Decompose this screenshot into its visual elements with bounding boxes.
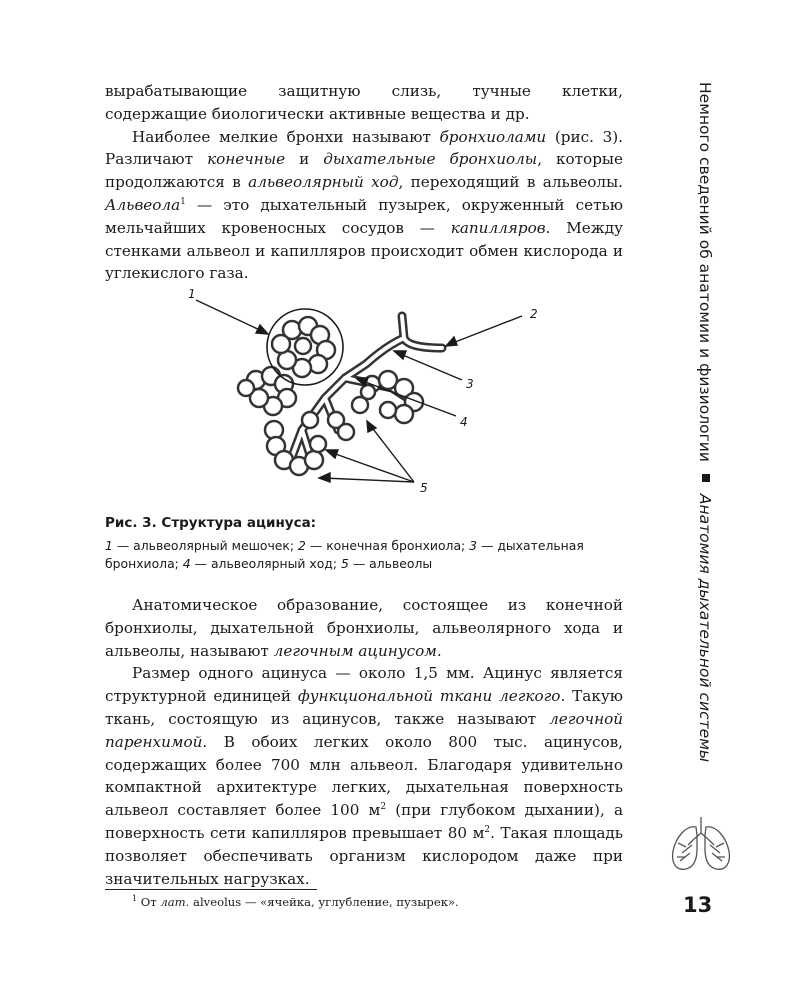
term: альвеолярный ход xyxy=(248,173,399,192)
footnote-rule xyxy=(105,889,317,890)
text-span: и xyxy=(285,150,324,169)
superscript: 2 xyxy=(484,824,491,835)
running-head-section: Немного сведений об анатомии и физиологии xyxy=(696,82,714,462)
term: конечные xyxy=(207,150,286,169)
figure-label: 1 xyxy=(188,287,196,301)
term: капилляров xyxy=(450,218,546,237)
figure-label: 3 xyxy=(466,377,474,391)
legend-text: — конечная бронхиола; xyxy=(305,538,470,553)
figure-caption-title: Рис. 3. Структура ацинуса: xyxy=(105,515,317,531)
legend-num: 3 xyxy=(469,538,478,553)
term: легочным ацинусом xyxy=(273,641,437,660)
legend-text: — дыхательная бронхиола; xyxy=(105,538,584,571)
text-span: . Такую ткань, состоящую из ацинусов, также называют xyxy=(105,687,623,728)
term: лат. xyxy=(160,895,190,909)
text-span: От xyxy=(137,895,161,909)
footnote-ref: 1 xyxy=(180,196,186,207)
term: легочной паренхимой xyxy=(105,709,623,751)
text-span: , которые продолжаются в xyxy=(105,150,623,192)
text-span: alveolus — «ячейка, углубление, пузырек». xyxy=(189,895,459,909)
text-span: вырабатывающие защитную слизь, тучные клетки, содержащие биологически активные вещества и др. xyxy=(105,82,623,123)
term: Альвеола xyxy=(105,195,181,214)
legend-num: 4 xyxy=(182,556,191,571)
legend-num: 5 xyxy=(340,556,349,571)
text-span: . В обоих легких около 800 тыс. ацинусов, содержащих более 700 млн альвеол. Благодаря удивительно компактной архитектуре легких, дыхательная поверхность альвеол составляет более 100 м xyxy=(105,732,623,820)
term: бронхиолами xyxy=(439,127,547,146)
term: дыхательные бронхиолы xyxy=(323,150,538,169)
figure-label: 4 xyxy=(460,415,468,429)
text-span: . xyxy=(436,641,442,660)
paragraph xyxy=(105,662,623,890)
legend-text: — альвеолы xyxy=(348,556,433,571)
legend-text: — альвеолярный ход; xyxy=(190,556,341,571)
legend-num: 1 xyxy=(105,538,113,553)
paragraph xyxy=(105,594,623,662)
footnote xyxy=(132,895,459,909)
running-head-chapter: Анатомия дыхательной системы xyxy=(696,493,714,763)
text-span: Наиболее мелкие бронхи называют xyxy=(132,127,440,146)
text-span: (рис. 3). Различают xyxy=(105,127,623,169)
page-number: 13 xyxy=(683,893,713,917)
figure-label: 2 xyxy=(530,307,538,321)
footnote-number: 1 xyxy=(132,894,138,904)
text-span: , переходящий в альвеолы. xyxy=(398,173,623,192)
running-head xyxy=(696,82,714,762)
text-block-bottom xyxy=(105,594,623,890)
text-span: . Между стенками альвеол и капилляров происходит обмен кислорода и углекислого газа. xyxy=(105,218,623,283)
figure-caption-legend xyxy=(105,537,635,573)
text-block-top xyxy=(105,80,623,285)
text-span: . Такая площадь позволяет обеспечивать организм кислородом даже при значительных нагрузках. xyxy=(105,823,623,888)
superscript: 2 xyxy=(380,802,387,813)
text-span: (при глубоком дыхании), а поверхность сети капилляров превышает 80 м xyxy=(105,801,623,842)
paragraph xyxy=(105,80,623,126)
text-span: Размер одного ацинуса — около 1,5 мм. Ацинус является структурной единицей xyxy=(105,664,623,706)
square-bullet-icon xyxy=(702,474,710,482)
text-span: — это дыхательный пузырек, окруженный сетью мельчайших кровеносных сосудов — xyxy=(105,195,623,237)
lungs-icon xyxy=(668,815,734,875)
acinus-figure xyxy=(160,280,580,495)
legend-num: 2 xyxy=(298,538,306,553)
text-span: Анатомическое образование, состоящее из конечной бронхиолы, дыхательной бронхиолы, альвеолярного хода и альвеолы, называют xyxy=(105,596,623,660)
figure-label: 5 xyxy=(420,481,428,495)
term: функциональной ткани легкого xyxy=(297,687,561,706)
legend-text: — альвеолярный мешочек; xyxy=(112,538,299,553)
paragraph xyxy=(105,126,623,286)
